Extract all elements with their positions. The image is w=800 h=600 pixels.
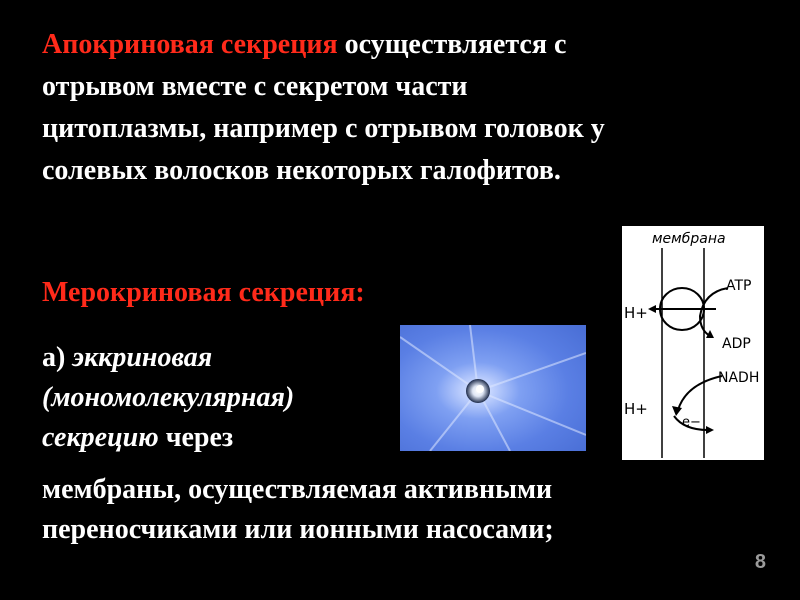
eccrine-through: через (158, 422, 234, 453)
eccrine-term: эккриновая (72, 342, 213, 373)
h-plus-top: H+ (624, 304, 648, 322)
merocrine-title: Мерокриновая секреция: (42, 277, 365, 308)
flower-image (400, 325, 586, 451)
atp-label: ATP (726, 278, 752, 294)
apocrine-term: Апокриновая секреция (42, 29, 338, 60)
apocrine-line2: отрывом вместе с секретом части (42, 71, 468, 102)
nadh-label: NADH (718, 370, 760, 386)
eccrine-paragraph (42, 338, 294, 458)
apocrine-line1-rest: осуществляется с (337, 29, 567, 60)
membrane-line2: переносчиками или ионными насосами; (42, 514, 554, 545)
apocrine-line4: солевых волосков некоторых галофитов. (42, 155, 561, 186)
electron-arrow-head (706, 426, 714, 434)
h-plus-bottom: H+ (624, 400, 648, 418)
membrane-diagram-svg (622, 226, 764, 460)
electron-label: e− (682, 415, 701, 430)
page-number: 8 (754, 551, 766, 573)
membrane-paragraph (42, 470, 554, 550)
nadh-arrow-head (672, 406, 682, 416)
flower-illustration (400, 325, 586, 451)
membrane-diagram (622, 226, 764, 460)
eccrine-secretion: секрецию (42, 422, 159, 453)
eccrine-prefix: а) (42, 342, 73, 373)
membrane-label: мембрана (652, 231, 726, 247)
nadh-arrow (678, 376, 722, 410)
membrane-line1: мембраны, осуществляемая активными (42, 474, 553, 505)
eccrine-mono: (мономолекулярная) (42, 382, 295, 413)
proton-arrow-head (648, 305, 656, 313)
adp-label: ADP (722, 336, 751, 352)
apocrine-paragraph (42, 24, 742, 192)
apocrine-line3: цитоплазмы, например с отрывом головок у (42, 113, 605, 144)
